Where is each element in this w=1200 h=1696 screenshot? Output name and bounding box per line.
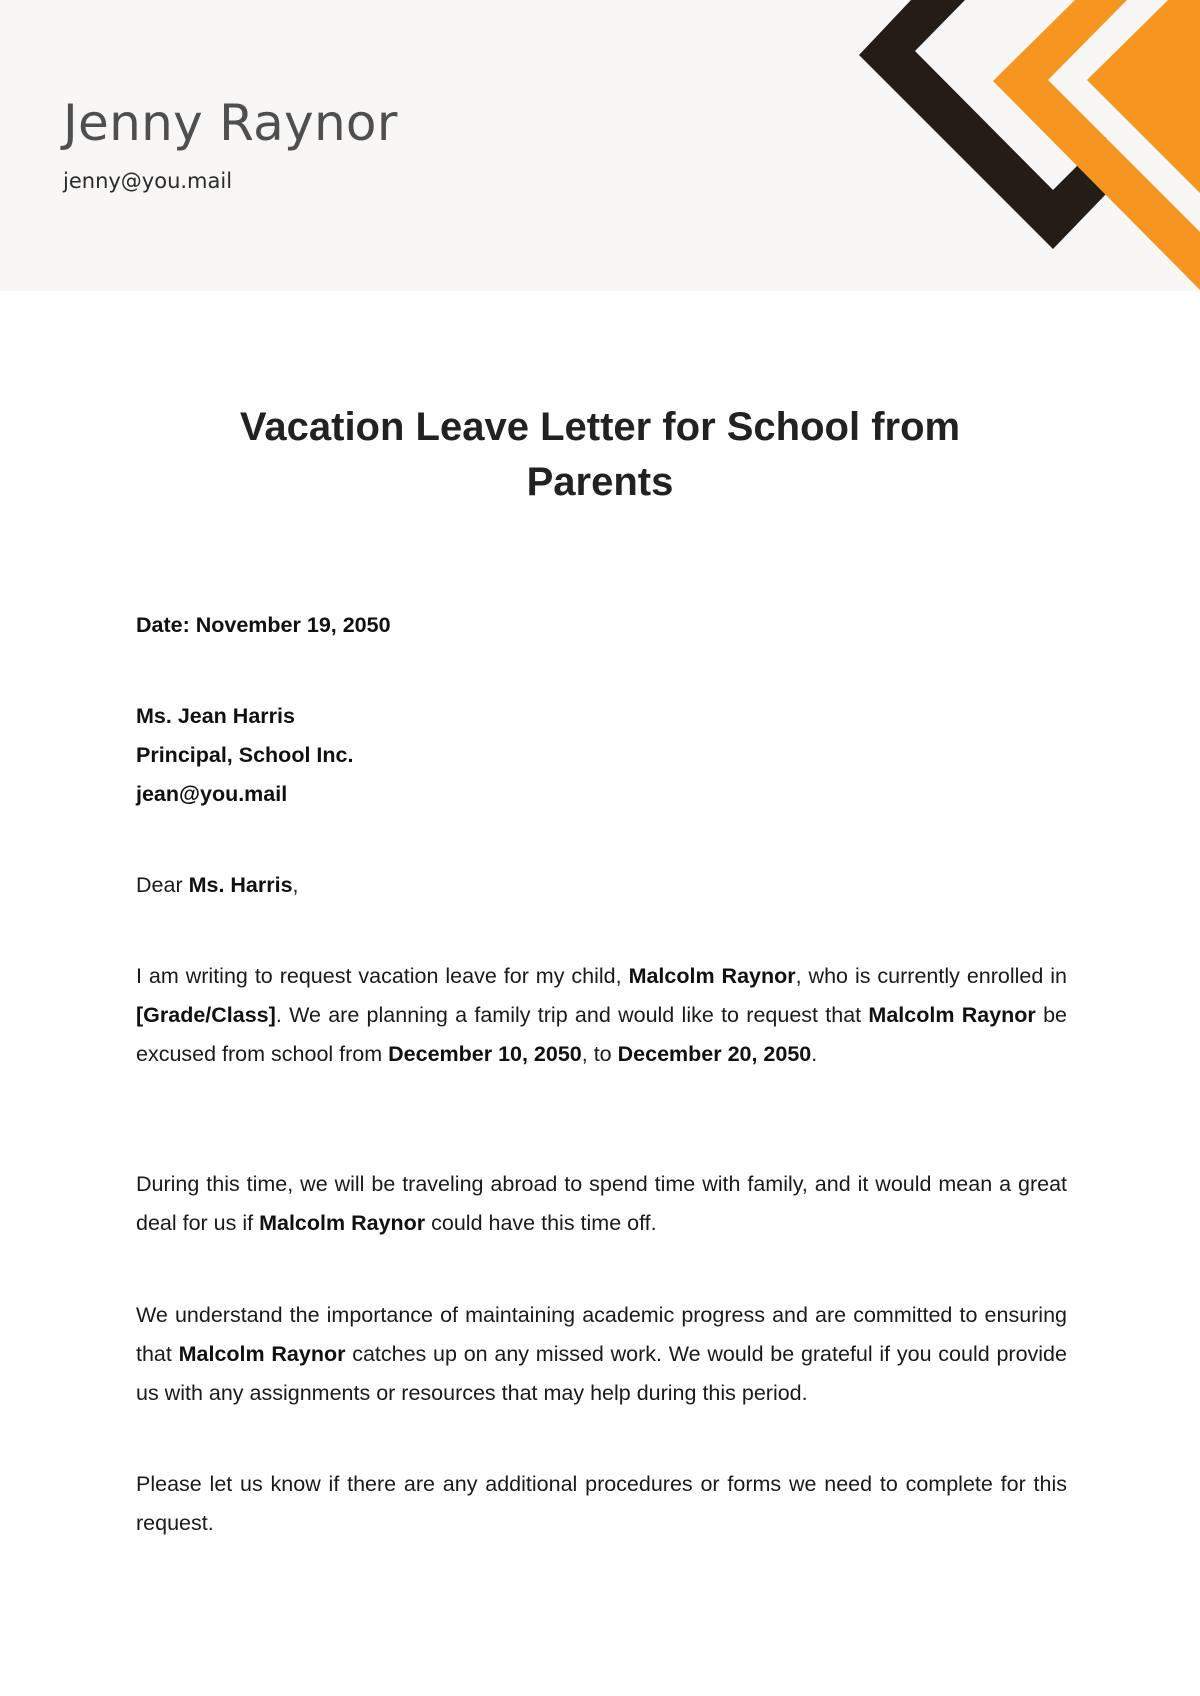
text: catches up on any missed work. We would be grateful if you could provide us with any assignments or resources that may help during this period.	[136, 1342, 1067, 1405]
recipient-title	[136, 736, 1067, 775]
letter-date	[136, 606, 1067, 645]
recipient-email-text: jean@you.mail	[136, 782, 288, 806]
paragraph-travel	[136, 1165, 1067, 1243]
start-date: December 10, 2050	[388, 1042, 582, 1066]
salutation-name: Ms. Harris	[188, 873, 293, 897]
text: We understand the importance of maintaining academic progress and are committed to ensuring that	[136, 1303, 1067, 1366]
text: , to	[581, 1042, 618, 1066]
sender-name: Jenny Raynor	[63, 94, 398, 152]
paragraph-closing	[136, 1465, 1067, 1543]
recipient-title-text: Principal, School Inc.	[136, 743, 354, 767]
recipient-name	[136, 697, 1067, 736]
child-name: Malcolm Raynor	[628, 964, 796, 988]
text: Please let us know if there are any additional procedures or forms we need to complete for this request.	[136, 1472, 1067, 1535]
child-name: Malcolm Raynor	[259, 1211, 426, 1235]
sender-email: jenny@you.mail	[63, 169, 233, 193]
title-line-2: Parents	[526, 460, 674, 504]
text: .	[811, 1042, 818, 1066]
text: I am writing to request vacation leave for my child,	[136, 964, 629, 988]
grade-placeholder: [Grade/Class]	[136, 1003, 276, 1027]
salutation	[136, 866, 1067, 905]
document-title	[130, 400, 1070, 510]
child-name: Malcolm Raynor	[868, 1003, 1036, 1027]
title-line-1: Vacation Leave Letter for School from	[239, 405, 961, 449]
text: , who is currently enrolled in	[795, 964, 1068, 988]
date-text: Date: November 19, 2050	[136, 613, 391, 637]
salutation-prefix: Dear	[136, 873, 189, 897]
letterhead	[0, 0, 1200, 291]
paragraph-academics	[136, 1296, 1067, 1413]
text: could have this time off.	[425, 1211, 657, 1235]
paragraph-request	[136, 957, 1067, 1074]
end-date: December 20, 2050	[617, 1042, 812, 1066]
recipient-name-text: Ms. Jean Harris	[136, 704, 295, 728]
text: . We are planning a family trip and would like to request that	[275, 1003, 869, 1027]
text: be excused from school from	[136, 1003, 1067, 1066]
text: During this time, we will be traveling abroad to spend time with family, and it would mean a great deal for us if	[136, 1172, 1067, 1235]
child-name: Malcolm Raynor	[178, 1342, 346, 1366]
recipient-email	[136, 775, 1067, 814]
salutation-suffix: ,	[292, 873, 299, 897]
